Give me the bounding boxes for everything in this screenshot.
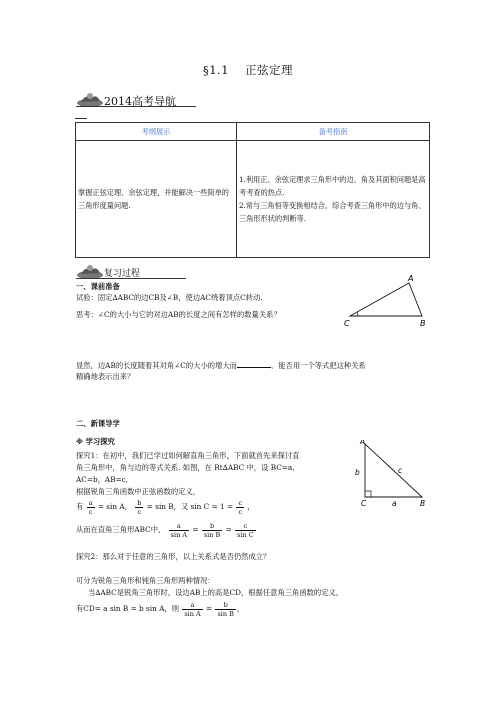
numerator: c	[235, 522, 256, 531]
fig1-label-b: B	[420, 319, 426, 328]
formula1-end: ，	[247, 502, 255, 511]
section-number: §1.1	[202, 63, 230, 77]
experiment-text: 试验：固定∆ABC的边CB及∠B，使边AC绕着顶点C转动.	[76, 293, 263, 302]
nav-heading	[76, 90, 216, 110]
fraction-a-over-c	[87, 499, 95, 516]
numerator: a	[88, 498, 93, 507]
fig2-label-b-side: b	[355, 468, 360, 477]
have-cd-text: 有CD= a sin B = b sin A，则	[76, 604, 179, 613]
explore1-line-b: 角三角形中，角与边的等式关系. 如图，在 Rt∆ABC 中，设 BC=a,	[76, 463, 295, 472]
denominator: sin A	[170, 530, 188, 539]
fig2-label-c-vertex: C	[361, 499, 367, 508]
formula-row-3: 有CD= a sin B = b sin A，则 $\frac{a}{\text{sin A}}$ = $\frac{b}{\text{sin B}}$ ，	[76, 600, 245, 618]
part2-title: 二、新课导学	[76, 419, 120, 428]
denominator: c	[88, 507, 93, 516]
explore1-line-a: 探究1：在初中，我们已学过如何解直角三角形，下面就首先来探讨直	[76, 451, 300, 460]
obvious-text-a: 显然，边AB的长度随着其对角∠C的大小的增大而	[76, 361, 237, 370]
think-text: 思考：∠C的大小与它的对边AB的长度之间有怎样的数量关系？	[76, 310, 281, 319]
formula1-sinA: = sin A，	[97, 502, 132, 511]
short-rule	[75, 118, 87, 119]
triangle-figure-1	[340, 274, 440, 330]
obvious-text-b: ．能否用一个等式把这种关系	[270, 361, 366, 370]
explore1-line-d: 根据锐角三角函数中正弦函数的定义，	[76, 487, 201, 496]
acute-text: 当∆ABC是锐角三角形时，设边AB上的高是CD，根据任意角三角函数的定义，	[88, 588, 344, 597]
numerator: a	[182, 601, 202, 610]
fraction-b-over-sinB	[202, 522, 222, 539]
review-heading-text: 复习过程	[104, 269, 141, 279]
formula1-sinB-sinC: = sin B，又 sin C = 1 =	[146, 502, 234, 511]
answer-blank[interactable]	[237, 359, 271, 368]
fig2-label-c-side: c	[398, 466, 403, 475]
fig1-label-a: A	[408, 274, 414, 283]
heading-underline	[76, 106, 196, 107]
guide-cell	[237, 141, 430, 258]
outline-text: 掌握正弦定理、余弦定理，并能解决一些简单的三角形度量问题.	[78, 188, 229, 210]
fraction-b-over-sinB	[215, 601, 235, 618]
formula-row-1	[76, 497, 255, 517]
fig2-label-a-side: a	[392, 499, 397, 508]
numerator: a	[169, 522, 189, 531]
review-heading	[76, 262, 216, 282]
col-header-guide: 备考指南	[237, 123, 430, 141]
explore1-line-c: AC=b，AB=c,	[76, 475, 129, 484]
exam-guide-table	[75, 122, 430, 258]
col-header-outline: 考纲展示	[76, 123, 237, 141]
fraction-b-over-c	[135, 499, 143, 516]
fraction-a-over-sinA	[182, 601, 202, 618]
denominator: sin A	[184, 609, 201, 618]
right-triangle-figure-2	[350, 440, 440, 508]
numerator: b	[202, 522, 222, 531]
fraction-a-over-sinA	[169, 522, 189, 539]
study-title: ※ 学习探究	[76, 437, 115, 446]
outline-cell	[76, 141, 237, 258]
formula-row-2: 从而在直角三角形ABC中， $\frac{a}{\text{sin A}}$ = $\frac{b}{\text{sin B}}$ = $\frac{c}{\text{sin C}}$	[76, 521, 254, 539]
fig2-label-b-vertex: B	[420, 499, 426, 508]
fig1-label-c: C	[344, 319, 350, 328]
denominator: c	[238, 507, 243, 516]
nav-heading-text: 2014高考导航	[104, 95, 176, 108]
numerator: b	[137, 498, 142, 507]
page-title	[0, 62, 496, 78]
part1-title: 一、课前准备	[76, 282, 120, 291]
explore2-text: 探究2：那么对于任意的三角形，以上关系式是否仍然成立？	[76, 552, 271, 561]
heading-underline	[76, 278, 186, 279]
guide-item-1: 1.利用正、余弦定理求三角形中的边、角及其面积问题是高考考查的热点.	[239, 175, 426, 197]
fraction-c-over-c	[236, 499, 244, 516]
denominator: sin B	[203, 530, 221, 539]
end-punct: ，	[236, 604, 245, 613]
numerator: b	[215, 601, 235, 610]
obvious-line-2: 精确地表示出来？	[76, 372, 135, 381]
section-name: 正弦定理	[245, 63, 294, 77]
denominator: sin C	[237, 530, 254, 539]
fraction-c-over-sinC	[235, 522, 256, 539]
denominator: c	[137, 507, 142, 516]
guide-item-2: 2.常与三角恒等变换相结合，综合考查三角形中的边与角、三角形形状的判断等.	[239, 201, 426, 223]
split-text: 可分为锐角三角形和钝角三角形两种情况：	[76, 576, 215, 585]
fig2-label-a: A	[360, 440, 366, 446]
numerator: c	[238, 498, 243, 507]
denominator: sin B	[217, 609, 234, 618]
obvious-line-1	[76, 359, 366, 371]
then-text: 从而在直角三角形ABC中，	[76, 525, 166, 534]
formula1-prefix: 有	[76, 502, 84, 511]
